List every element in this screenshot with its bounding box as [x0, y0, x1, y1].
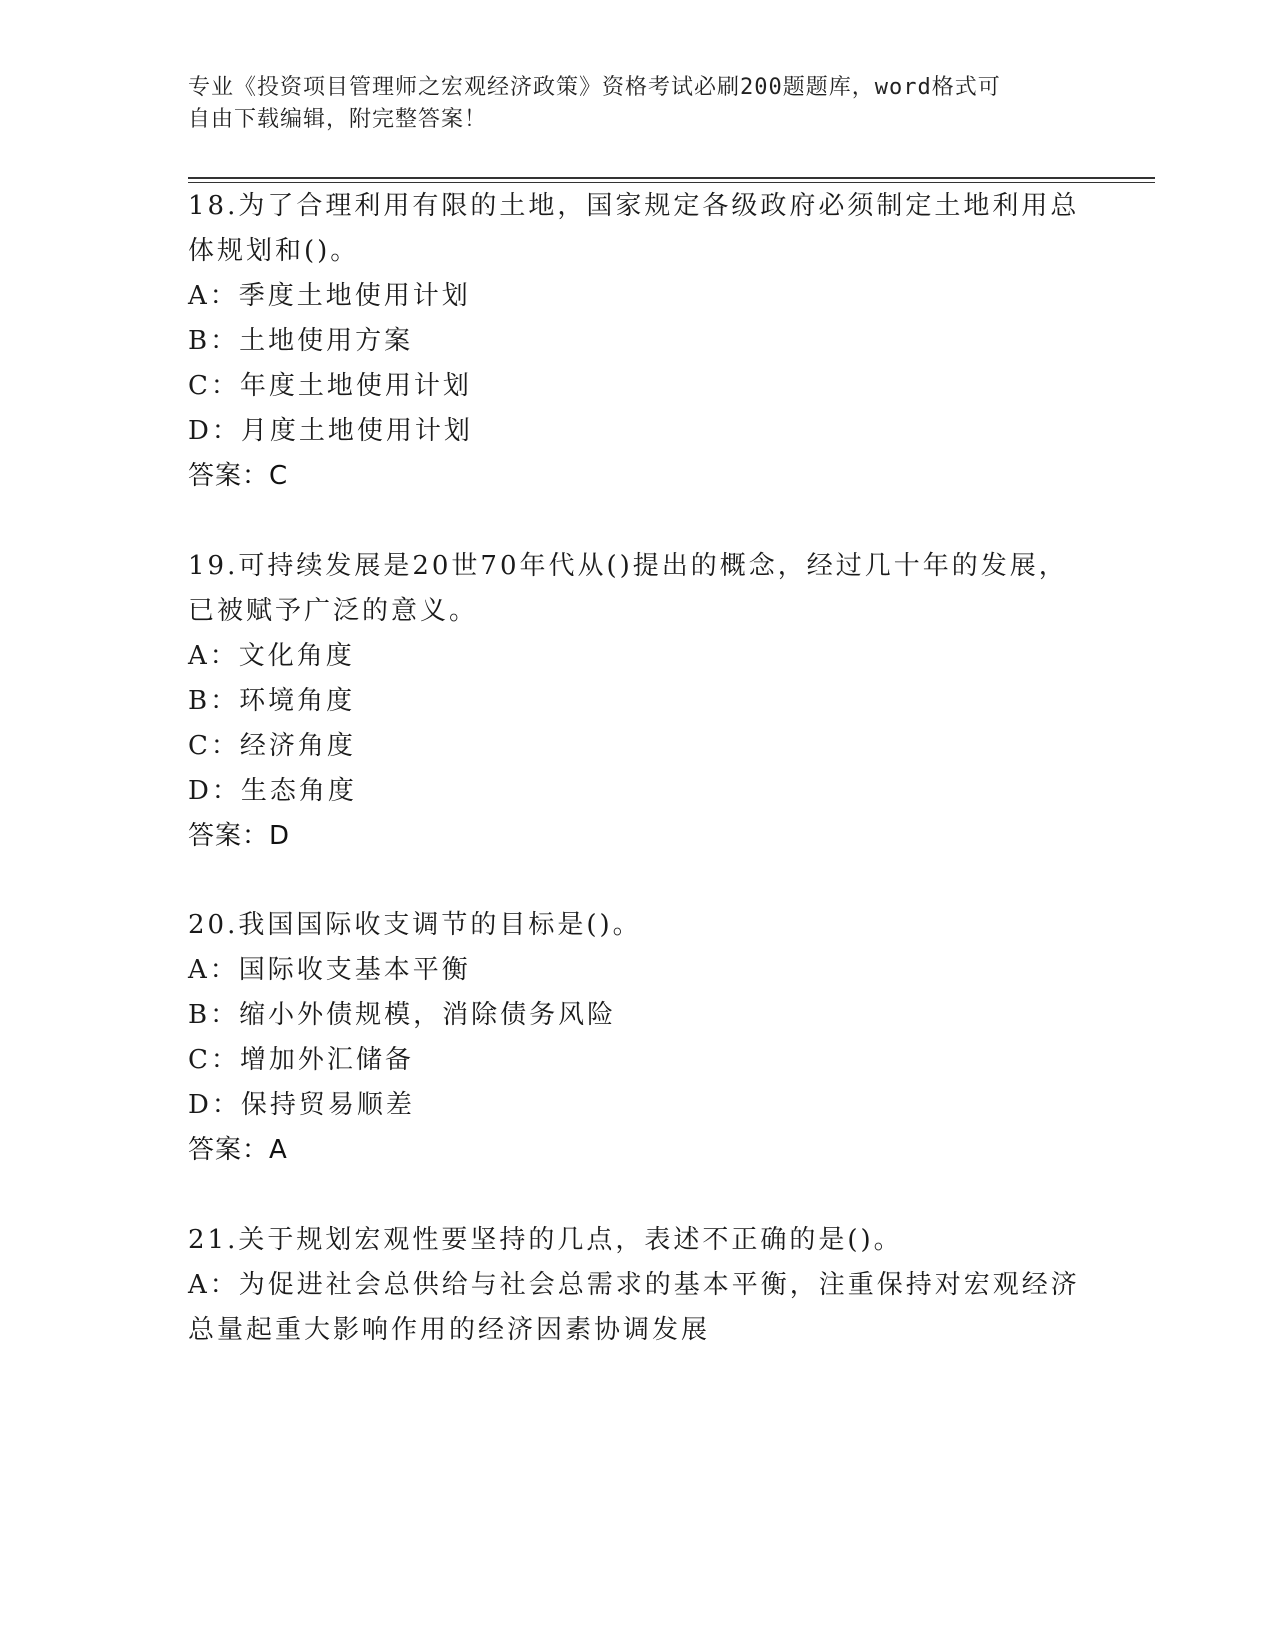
option-a: A：季度土地使用计划: [188, 281, 471, 311]
question-20: [188, 903, 1088, 1173]
option-d: D：保持贸易顺差: [188, 1090, 415, 1120]
option-d: D：生态角度: [188, 776, 357, 806]
option-a: A：为促进社会总供给与社会总需求的基本平衡，注重保持对宏观经济: [188, 1270, 1080, 1300]
question-stem: 19.可持续发展是20世70年代从()提出的概念，经过几十年的发展，: [188, 551, 1068, 581]
question-stem-cont: 已被赋予广泛的意义。: [188, 596, 479, 626]
question-21: [188, 1218, 1088, 1353]
header-divider-thin: [188, 182, 1155, 183]
header-line-1: 专业《投资项目管理师之宏观经济政策》资格考试必刷200题题库，word格式可: [188, 75, 1001, 100]
option-b: B：缩小外债规模，消除债务风险: [188, 1000, 617, 1030]
option-a: A：国际收支基本平衡: [188, 955, 471, 985]
answer-label: 答案：D: [188, 821, 291, 851]
header-line-2: 自由下载编辑，附完整答案！: [188, 107, 488, 132]
question-stem: 20.我国国际收支调节的目标是()。: [188, 910, 642, 940]
question-stem: 18.为了合理利用有限的土地，国家规定各级政府必须制定土地利用总: [188, 191, 1080, 221]
question-18: [188, 184, 1088, 499]
option-c: C：增加外汇储备: [188, 1045, 414, 1075]
option-a-cont: 总量起重大影响作用的经济因素协调发展: [188, 1315, 711, 1345]
question-19: [188, 544, 1088, 859]
option-c: C：年度土地使用计划: [188, 371, 472, 401]
option-c: C：经济角度: [188, 731, 356, 761]
answer-label: 答案：A: [188, 1135, 288, 1165]
option-a: A：文化角度: [188, 641, 355, 671]
option-b: B：土地使用方案: [188, 326, 414, 356]
question-stem: 21.关于规划宏观性要坚持的几点，表述不正确的是()。: [188, 1225, 903, 1255]
answer-label: 答案：C: [188, 461, 289, 491]
option-d: D：月度土地使用计划: [188, 416, 473, 446]
header-divider: [188, 177, 1155, 179]
question-stem-cont: 体规划和()。: [188, 236, 360, 266]
option-b: B：环境角度: [188, 686, 356, 716]
document-header: [188, 72, 1068, 136]
